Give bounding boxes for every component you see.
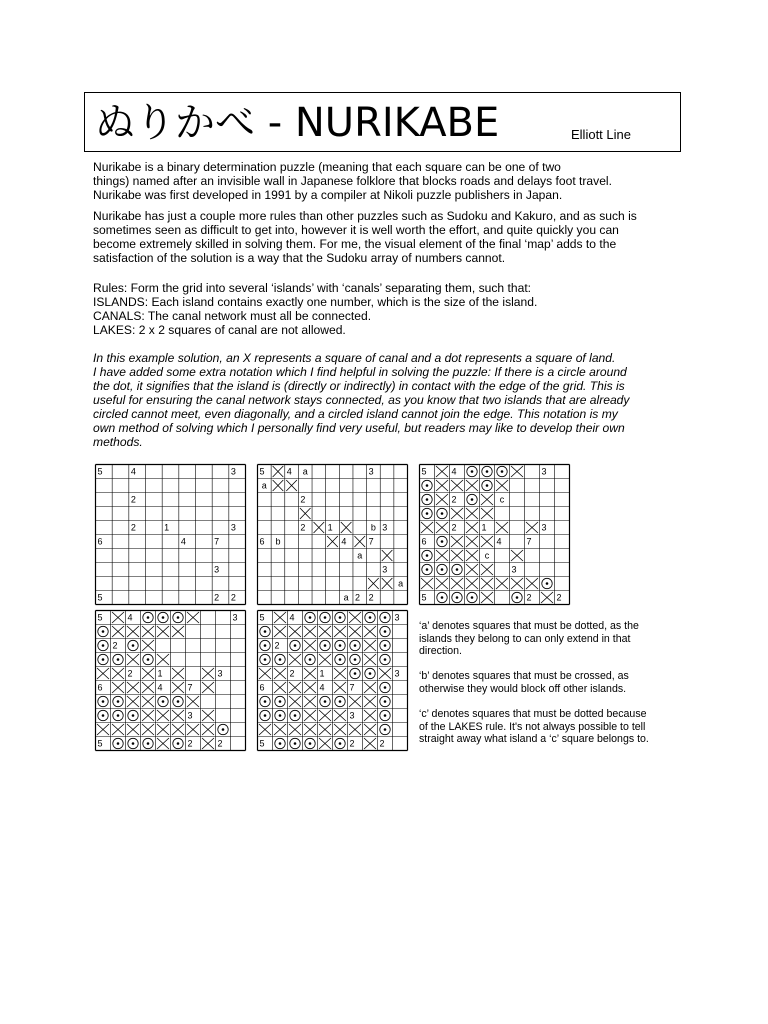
- rules-intro: Rules: Form the grid into several ‘islands’ with ‘canals’ separating them, such that:: [93, 281, 532, 295]
- clue-number: 6: [97, 682, 103, 693]
- circled-dot-mark: [456, 568, 459, 571]
- circled-dot-mark: [441, 512, 444, 515]
- clue-number: 5: [97, 592, 103, 603]
- circled-dot-mark: [177, 742, 180, 745]
- circled-dot-mark: [117, 742, 120, 745]
- circled-dot-mark: [324, 700, 327, 703]
- circled-dot-mark: [147, 658, 150, 661]
- circled-dot-mark: [384, 616, 387, 619]
- circled-dot-mark: [339, 658, 342, 661]
- circled-dot-mark: [324, 616, 327, 619]
- clue-number: 1: [164, 522, 170, 533]
- circled-dot-mark: [177, 700, 180, 703]
- circled-dot-mark: [471, 498, 474, 501]
- circled-dot-mark: [132, 742, 135, 745]
- circled-dot-mark: [501, 470, 504, 473]
- circled-dot-mark: [309, 616, 312, 619]
- clue-number: 2: [217, 738, 223, 749]
- rule-canals: CANALS: The canal network must all be connected.: [93, 309, 372, 323]
- rule-islands: ISLANDS: Each island contains exactly one number, which is the size of the island.: [93, 295, 538, 309]
- clue-number: 4: [130, 466, 136, 477]
- circled-dot-mark: [486, 484, 489, 487]
- circled-dot-mark: [369, 616, 372, 619]
- clue-number: 2: [368, 592, 374, 603]
- clue-number: 2: [130, 522, 136, 533]
- annotation-letter: a: [357, 550, 363, 561]
- annotation-letter: a: [261, 480, 267, 491]
- circled-dot-mark: [516, 596, 519, 599]
- circled-dot-mark: [117, 658, 120, 661]
- title-english: NURIKABE: [294, 100, 500, 146]
- circled-dot-mark: [117, 714, 120, 717]
- circled-dot-mark: [279, 714, 282, 717]
- rule-lakes: LAKES: 2 x 2 squares of canal are not allowed.: [93, 323, 346, 337]
- circled-dot-mark: [441, 596, 444, 599]
- partial-solution-grid: [257, 464, 408, 604]
- circled-dot-mark: [339, 616, 342, 619]
- clue-number: 2: [127, 668, 133, 679]
- clue-number: 5: [259, 612, 265, 623]
- circled-dot-mark: [384, 658, 387, 661]
- circled-dot-mark: [264, 658, 267, 661]
- circled-dot-mark: [117, 700, 120, 703]
- clue-number: 3: [368, 466, 374, 477]
- title-separator: -: [255, 100, 295, 146]
- clue-number: 4: [496, 536, 502, 547]
- clue-number: 1: [327, 522, 333, 533]
- title-japanese: ぬりかべ: [95, 100, 255, 146]
- clue-number: 3: [232, 612, 238, 623]
- annotation-letter: b: [275, 536, 281, 547]
- circled-dot-mark: [426, 512, 429, 515]
- note-a: ‘a’ denotes squares that must be dotted, as the islands they belong to can only extend in that direction.: [419, 620, 639, 658]
- clue-number: 2: [274, 640, 280, 651]
- clue-number: 6: [259, 682, 265, 693]
- page-title: [95, 99, 499, 147]
- circled-dot-mark: [384, 700, 387, 703]
- clue-number: 4: [157, 682, 163, 693]
- circled-dot-mark: [279, 742, 282, 745]
- clue-number: 2: [354, 592, 360, 603]
- clue-number: 3: [214, 564, 220, 575]
- clue-number: 3: [230, 466, 236, 477]
- example-explanation: In this example solution, an X represents a square of canal and a dot represents a square of land. I have added some extra notation which I find helpful in solving the puzzle: If there is a circle around the dot, it signifies that the island is (directly or indirectly) in contact with the edge of the grid. This is useful for ensuring the canal network stays connected, as you know that two islands that are already circled cannot meet, even diagonally, and a circled island cannot join the edge. This notation is my own method of solving which I personally find very useful, but readers may like to develop their own methods.: [93, 351, 630, 449]
- intro-paragraph-2: Nurikabe has just a couple more rules than other puzzles such as Sudoku and Kakuro, and as such is sometimes seen as difficult to get into, however it is well worth the effort, and quite quickly you can become extremely skilled in solving them. For me, the visual element of the final ‘map’ adds to the satisfaction of the solution is a way that the Sudoku array of numbers cannot.: [93, 209, 637, 265]
- clue-number: 5: [259, 738, 265, 749]
- author-name: Elliott Line: [571, 127, 631, 142]
- clue-number: 4: [286, 466, 292, 477]
- clue-number: 3: [541, 522, 547, 533]
- circled-dot-mark: [324, 644, 327, 647]
- clue-number: 6: [97, 536, 103, 547]
- clue-number: 2: [300, 494, 306, 505]
- annotation-letter: a: [343, 592, 349, 603]
- annotation-letter: b: [370, 522, 376, 533]
- clue-number: 4: [319, 682, 325, 693]
- clue-number: 3: [394, 612, 400, 623]
- solution-grid: [257, 610, 408, 750]
- clue-number: 2: [556, 592, 562, 603]
- circled-dot-mark: [384, 714, 387, 717]
- circled-dot-mark: [102, 700, 105, 703]
- circled-dot-mark: [102, 658, 105, 661]
- note-c: ‘c’ denotes squares that must be dotted because of the LAKES rule. It's not always possible to tell straight away what island a ‘c’ square belongs to.: [419, 708, 649, 746]
- circled-dot-mark: [369, 672, 372, 675]
- clue-number: 3: [217, 668, 223, 679]
- circled-dot-mark: [339, 742, 342, 745]
- circled-dot-mark: [147, 616, 150, 619]
- clue-number: 1: [319, 668, 325, 679]
- circled-dot-mark: [456, 596, 459, 599]
- clue-number: 3: [511, 564, 517, 575]
- circled-dot-mark: [354, 644, 357, 647]
- clue-number: 7: [368, 536, 374, 547]
- circled-dot-mark: [384, 686, 387, 689]
- clue-number: 2: [230, 592, 236, 603]
- circled-dot-mark: [294, 742, 297, 745]
- clue-number: 2: [526, 592, 532, 603]
- circled-dot-mark: [162, 700, 165, 703]
- clue-number: 7: [214, 536, 220, 547]
- circled-dot-mark: [102, 714, 105, 717]
- annotation-letter: c: [484, 550, 490, 561]
- clue-number: 2: [112, 640, 118, 651]
- circled-dot-mark: [441, 540, 444, 543]
- clue-number: 3: [382, 564, 388, 575]
- circled-dot-mark: [294, 714, 297, 717]
- clue-number: 2: [130, 494, 136, 505]
- clue-number: 4: [180, 536, 186, 547]
- clue-number: 6: [421, 536, 427, 547]
- clue-number: 5: [421, 466, 427, 477]
- clue-number: 5: [97, 466, 103, 477]
- intro-paragraph-1: Nurikabe is a binary determination puzzle (meaning that each square can be one of two things) named after an invisible wall in Japanese folklore that blocks roads and delays foot travel. Nurikabe was first developed in 1991 by a compiler at Nikoli puzzle publishers in Japan.: [93, 160, 612, 202]
- clue-number: 5: [421, 592, 427, 603]
- clue-number: 3: [382, 522, 388, 533]
- clue-number: 1: [157, 668, 163, 679]
- circled-dot-mark: [426, 484, 429, 487]
- clue-number: 4: [341, 536, 347, 547]
- clue-number: 5: [97, 612, 103, 623]
- circled-dot-mark: [354, 658, 357, 661]
- circled-dot-mark: [162, 616, 165, 619]
- circled-dot-mark: [309, 742, 312, 745]
- clue-number: 3: [349, 710, 355, 721]
- clue-number: 2: [451, 494, 457, 505]
- clue-number: 2: [379, 738, 385, 749]
- circled-dot-mark: [132, 714, 135, 717]
- clue-number: 4: [451, 466, 457, 477]
- circled-dot-mark: [264, 644, 267, 647]
- progress-grid: [419, 464, 570, 604]
- clue-number: 2: [300, 522, 306, 533]
- clue-number: 5: [97, 738, 103, 749]
- clue-number: 3: [541, 466, 547, 477]
- circled-dot-mark: [486, 470, 489, 473]
- clue-number: 4: [289, 612, 295, 623]
- circled-dot-mark: [177, 616, 180, 619]
- circled-dot-mark: [147, 742, 150, 745]
- clue-number: 1: [481, 522, 487, 533]
- circled-dot-mark: [294, 644, 297, 647]
- circled-dot-mark: [339, 700, 342, 703]
- circled-dot-mark: [384, 728, 387, 731]
- circled-dot-mark: [132, 644, 135, 647]
- circled-dot-mark: [426, 554, 429, 557]
- annotation-letter: a: [398, 578, 404, 589]
- circled-dot-mark: [102, 630, 105, 633]
- circled-dot-mark: [264, 700, 267, 703]
- circled-dot-mark: [279, 700, 282, 703]
- clue-number: 6: [259, 536, 265, 547]
- near-complete-grid: [95, 610, 246, 750]
- note-b: ‘b’ denotes squares that must be crossed, as otherwise they would block off other islands.: [419, 670, 629, 695]
- circled-dot-mark: [384, 630, 387, 633]
- clue-number: 7: [526, 536, 532, 547]
- circled-dot-mark: [264, 630, 267, 633]
- clue-number: 2: [451, 522, 457, 533]
- clue-number: 4: [127, 612, 133, 623]
- annotation-letter: a: [302, 466, 308, 477]
- circled-dot-mark: [441, 568, 444, 571]
- clue-number: 2: [289, 668, 295, 679]
- circled-dot-mark: [222, 728, 225, 731]
- circled-dot-mark: [426, 568, 429, 571]
- circled-dot-mark: [471, 470, 474, 473]
- clue-number: 3: [394, 668, 400, 679]
- circled-dot-mark: [354, 672, 357, 675]
- puzzle-grid: [95, 464, 246, 604]
- clue-number: 5: [259, 466, 265, 477]
- clue-number: 2: [349, 738, 355, 749]
- clue-number: 2: [214, 592, 220, 603]
- clue-number: 7: [349, 682, 355, 693]
- circled-dot-mark: [339, 644, 342, 647]
- clue-number: 3: [187, 710, 193, 721]
- circled-dot-mark: [426, 498, 429, 501]
- clue-number: 3: [230, 522, 236, 533]
- clue-number: 2: [187, 738, 193, 749]
- circled-dot-mark: [279, 658, 282, 661]
- clue-number: 7: [187, 682, 193, 693]
- circled-dot-mark: [309, 658, 312, 661]
- circled-dot-mark: [102, 644, 105, 647]
- circled-dot-mark: [384, 644, 387, 647]
- circled-dot-mark: [471, 596, 474, 599]
- circled-dot-mark: [264, 714, 267, 717]
- circled-dot-mark: [546, 582, 549, 585]
- annotation-letter: c: [499, 494, 505, 505]
- title-box: [84, 92, 681, 152]
